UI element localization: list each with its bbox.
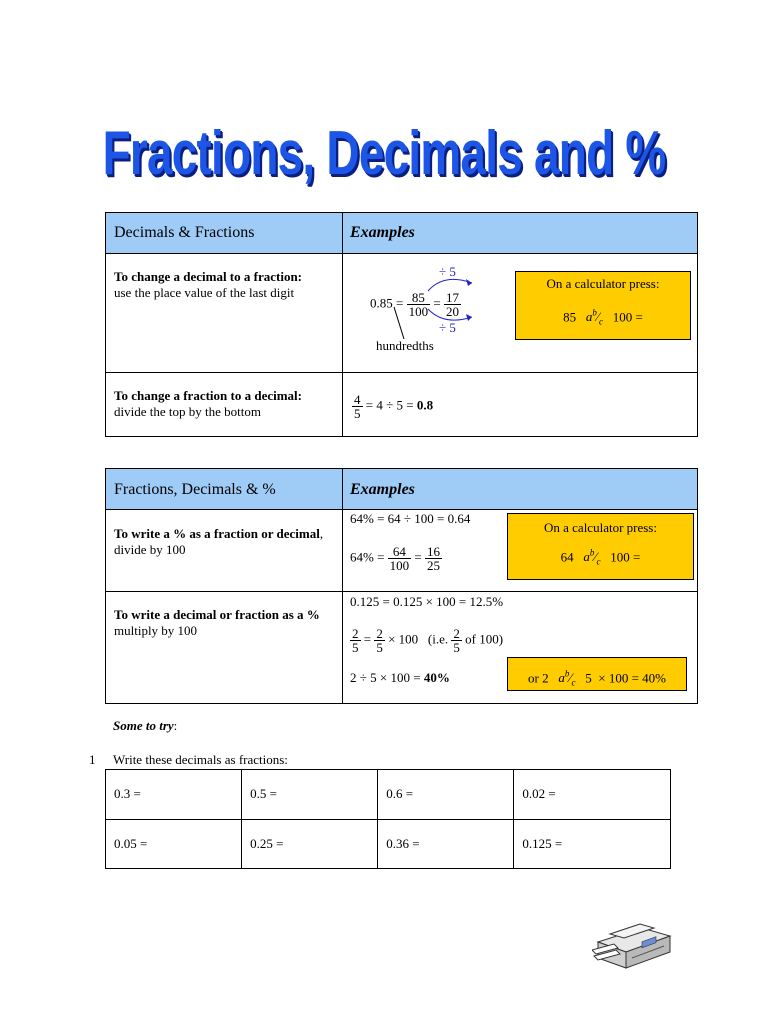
lhs: 0.85 = bbox=[370, 295, 404, 311]
fraction-to-decimal-example: $\frac{4}{5}$ = 4 ÷ 5 = 0.8 bbox=[354, 392, 434, 421]
rule-fraction-to-decimal: To change a fraction to a decimal: divide the top by the bottom bbox=[114, 388, 302, 419]
to-percent-example-3: 2 ÷ 5 × 100 = 40% bbox=[350, 670, 450, 685]
to-percent-example-2: $\frac{2}{5}$ = $\frac{2}{5}$ × 100 (i.e. $\frac{2}{5}$ of 100) bbox=[352, 626, 504, 655]
answer-cell[interactable]: 0.5 = bbox=[242, 770, 378, 820]
divide-bottom-label: ÷ 5 bbox=[439, 320, 456, 335]
header-left: Decimals & Fractions bbox=[114, 224, 255, 241]
answer-cell[interactable]: 0.3 = bbox=[106, 770, 242, 820]
calculator-keys: 85 $a^b⁄_c$ 100 = bbox=[563, 308, 643, 327]
decimals-fractions-table bbox=[105, 212, 698, 437]
fraction-key-icon: $a^b⁄_c$ bbox=[585, 308, 604, 327]
rule-decimal-to-fraction bbox=[114, 269, 340, 301]
rule-text: use the place value of the last digit bbox=[114, 285, 295, 300]
equals: = bbox=[433, 295, 441, 311]
header-right: Examples bbox=[350, 481, 415, 498]
answer-cell[interactable]: 0.25 = bbox=[242, 819, 378, 869]
calculator-title: On a calculator press: bbox=[546, 276, 660, 291]
some-to-try-heading: Some to try: bbox=[113, 718, 178, 733]
answer-cell[interactable]: 0.02 = bbox=[514, 770, 671, 820]
calculator-keys: 64 $a^b⁄_c$ 100 = bbox=[560, 548, 641, 567]
photocopier-icon bbox=[592, 912, 676, 972]
divide-top-label: ÷ 5 bbox=[439, 264, 456, 279]
fraction-key-icon: $a^b⁄_c$ bbox=[583, 548, 601, 567]
fraction-17-20: $\frac{17}{20}$ bbox=[445, 290, 459, 319]
rule-to-percent: To write a decimal or fraction as a % multiply by 100 bbox=[114, 607, 320, 638]
percent-example-1: 64% = 64 ÷ 100 = 0.64 bbox=[350, 511, 471, 526]
answer-cell[interactable]: 0.125 = bbox=[514, 819, 671, 869]
calculator-box: On a calculator press: 64 $a^b⁄_c$ 100 = bbox=[507, 513, 694, 580]
question-1-table bbox=[105, 769, 671, 869]
calculator-box: or 2 $a^b⁄_c$ 5 × 100 = 40% bbox=[507, 657, 687, 691]
answer-cell[interactable]: 0.6 = bbox=[378, 770, 514, 820]
page-title: Fractions, Decimals and % bbox=[102, 119, 666, 188]
fraction-85-100: $\frac{85}{100}$ bbox=[408, 290, 429, 319]
answer-cell[interactable]: 0.36 = bbox=[378, 819, 514, 869]
fraction-16-25: $\frac{16}{25}$ bbox=[427, 544, 441, 573]
to-percent-example-1: 0.125 = 0.125 × 100 = 12.5% bbox=[350, 594, 504, 609]
header-left: Fractions, Decimals & % bbox=[114, 481, 276, 498]
fraction-64-100: $\frac{64}{100}$ bbox=[389, 544, 410, 573]
fraction-key-icon: $a^b⁄_c$ bbox=[558, 669, 576, 688]
rule-percent-to-fraction: To write a % as a fraction or decimal, divide by 100 bbox=[114, 526, 324, 557]
fraction-4-5: $\frac{4}{5}$ bbox=[354, 392, 361, 421]
header-right: Examples bbox=[350, 224, 415, 241]
question-number: 1 bbox=[89, 752, 96, 767]
question-prompt: Write these decimals as fractions: bbox=[113, 752, 288, 767]
calculator-box bbox=[515, 271, 691, 340]
percent-example-2: 64% = $\frac{64}{100}$ = $\frac{16}{25}$ bbox=[350, 544, 441, 573]
rule-bold: To change a decimal to a fraction: bbox=[114, 269, 302, 284]
fractions-decimals-percent-table bbox=[105, 468, 698, 704]
answer-cell[interactable]: 0.05 = bbox=[106, 819, 242, 869]
hundredths-note: hundredths bbox=[376, 338, 434, 353]
